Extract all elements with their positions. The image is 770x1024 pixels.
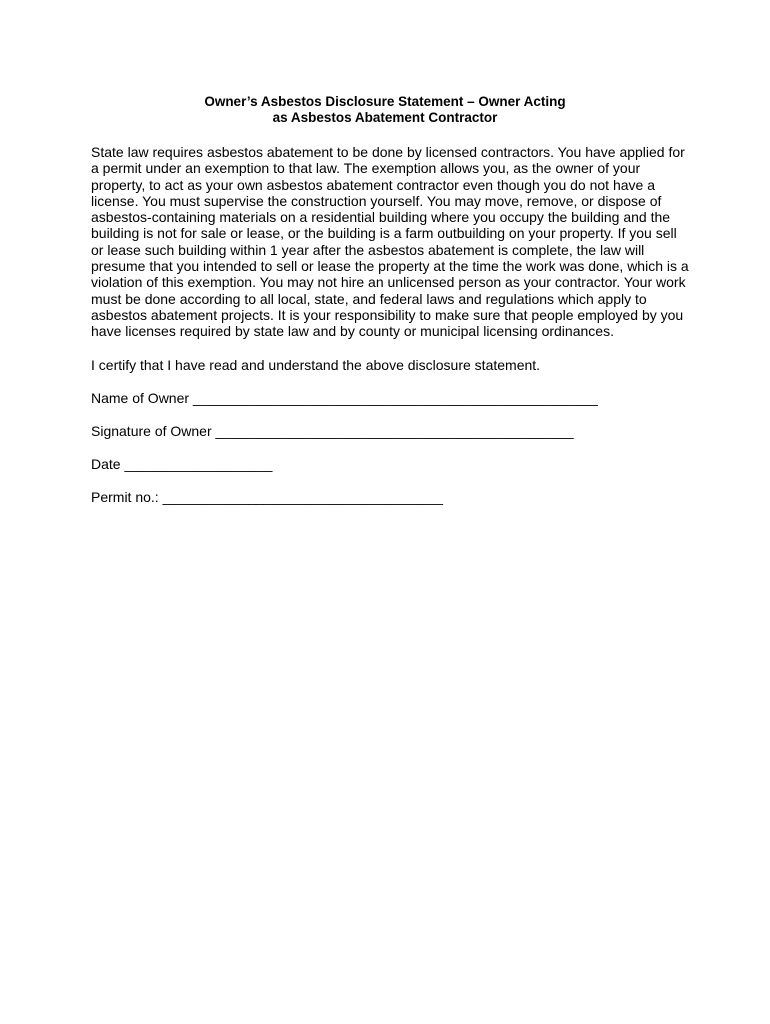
document-title xyxy=(0,94,770,126)
owner-name-field: Name of Owner ____________________________________________________ xyxy=(91,390,598,406)
title-line-1: Owner’s Asbestos Disclosure Statement – Owner Acting xyxy=(204,94,566,109)
owner-signature-field: Signature of Owner ______________________________________________ xyxy=(91,423,574,439)
disclosure-body: State law requires asbestos abatement to be done by licensed contractors. You have applied for a permit under an exemption to that law. The exemption allows you, as the owner of your property, to act as your own asbestos abatement contractor even though you do not have a license. You must supervise the construction yourself. You may move, remove, or dispose of asbestos-containing materials on a residential building where you occupy the building and the building is not for sale or lease, or the building is a farm outbuilding on your property. If you sell or lease such building within 1 year after the asbestos abatement is complete, the law will presume that you intended to sell or lease the property at the time the work was done, which is a violation of this exemption. You may not hire an unlicensed person as your contractor. Your work must be done according to all local, state, and federal laws and regulations which apply to asbestos abatement projects. It is your responsibility to make sure that people employed by you have licenses required by state law and by county or municipal licensing ordinances. xyxy=(91,144,689,340)
date-field: Date ___________________ xyxy=(91,456,273,472)
certification-statement: I certify that I have read and understand the above disclosure statement. xyxy=(91,357,541,373)
title-line-2: as Asbestos Abatement Contractor xyxy=(272,110,498,125)
permit-number-field: Permit no.: ____________________________________ xyxy=(91,489,443,505)
